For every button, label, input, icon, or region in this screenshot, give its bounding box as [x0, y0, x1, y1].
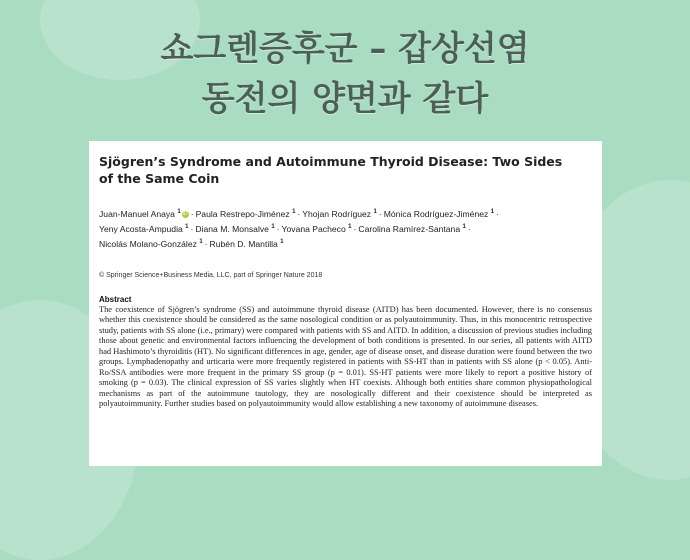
author-line: Juan-Manuel Anaya $^1$ iD · Paula Restrepo-Jiménez $^1$ · Yhojan Rodríguez $^1$ · Mónica Rodríguez-Jiménez $^1$ · — [99, 208, 499, 219]
author-line: Yeny Acosta-Ampudia $^1$ · Diana M. Monsalve $^1$ · Yovana Pacheco $^1$ · Carolina Ramírez-Santana $^1$ · — [99, 223, 471, 234]
author: Yeny Acosta-Ampudia $^1$ — [99, 223, 189, 234]
author: Yhojan Rodríguez $^1$ — [302, 208, 377, 219]
korean-headline — [0, 24, 690, 124]
author: Juan-Manuel Anaya $^1$ iD — [99, 208, 188, 219]
author: Nicolás Molano-González $^1$ — [99, 238, 203, 249]
author: Mónica Rodríguez-Jiménez $^1$ — [383, 208, 495, 219]
orcid-icon[interactable]: iD — [182, 211, 188, 218]
author: Yovana Pacheco $^1$ — [281, 223, 352, 234]
paper-excerpt — [89, 141, 602, 466]
author: Paula Restrepo-Jiménez $^1$ — [195, 208, 296, 219]
abstract-heading: Abstract — [99, 294, 132, 304]
paper-title-line-1: Sjögren’s Syndrome and Autoimmune Thyroid Disease: Two Sides — [99, 154, 563, 169]
author-list — [97, 206, 594, 251]
author: Diana M. Monsalve $^1$ — [195, 223, 275, 234]
abstract-body: The coexistence of Sjögren’s syndrome (SS) and autoimmune thyroid disease (AITD) has been documented. However, there is no consensus whether this coexistence should be considered as the same nosological condition or as polyautoimmunity. Thus, in this monocentric retrospective study, patients with SS alone (i.e., primary) were compared with patients with SS and AITD. In addition, a discussion of previous studies including those about genetic and environmental factors influencing the development of both conditions is presented. In our series, all patients with AITD had Hashimoto’s thyroiditis (HT). No significant differences in age, gender, age of disease onset, and disease duration were found between the two groups. Lymphadenopathy and urticaria were more frequently registered in patients with SS-HT than in patients with SS alone (p < 0.05). Anti-Ro/SSA antibodies were more frequent in the primary SS group (p = 0.01). SS-HT patients were more likely to report a positive history of smoking (p = 0.03). The clinical expression of SS varies slightly when HT coexists. Although both entities share common physiopathological mechanisms as part of the autoimmune tautology, they are nosologically different and their coexistence should be interpreted as polyautoimmunity. Further studies based on polyautoimmunity would allow establishing a new taxonomy of autoimmune diseases. — [99, 304, 592, 409]
author: Rubén D. Mantilla $^1$ — [209, 238, 284, 249]
author-line: Nicolás Molano-González $^1$ · Rubén D. Mantilla $^1$ — [99, 238, 284, 249]
paper-title — [99, 153, 594, 187]
headline-line-1: 쇼그렌증후군 – 갑상선염 — [160, 29, 530, 69]
headline-line-2: 동전의 양면과 같다 — [201, 79, 489, 119]
copyright-notice: © Springer Science+Business Media, LLC, part of Springer Nature 2018 — [99, 271, 323, 279]
paper-title-line-2: of the Same Coin — [99, 171, 220, 186]
author: Carolina Ramírez-Santana $^1$ — [358, 223, 466, 234]
